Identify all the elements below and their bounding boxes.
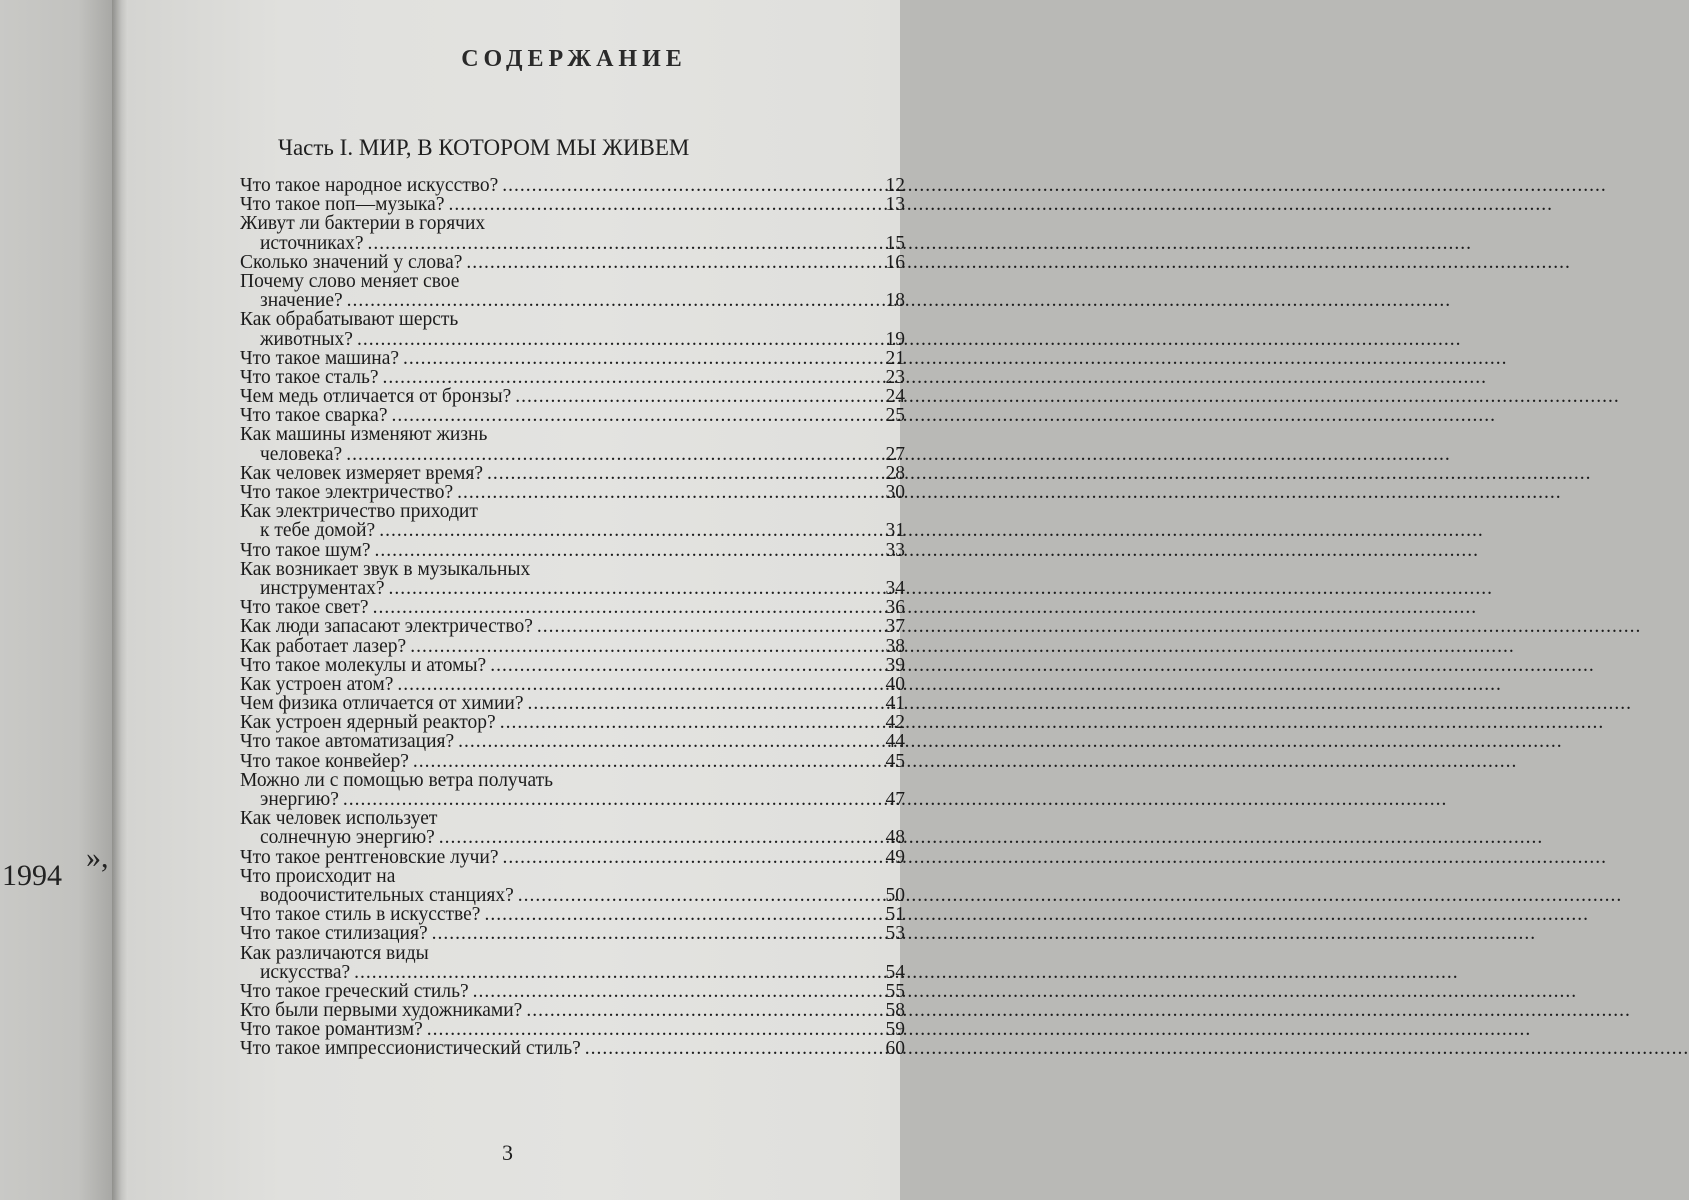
toc-entry xyxy=(240,944,905,982)
toc-entry-line xyxy=(240,234,905,253)
toc-entry-page: 24 xyxy=(885,386,905,408)
toc-entry-title: Что такое шум? xyxy=(240,539,371,561)
toc-leader-dots xyxy=(427,1020,879,1039)
toc-entry-line xyxy=(240,790,905,809)
part-title: Часть I. МИР, В КОТОРОМ МЫ ЖИВЕМ xyxy=(278,135,690,160)
toc-leader-dots xyxy=(448,195,879,214)
toc-entry xyxy=(240,905,905,924)
left-page-fragment: », xyxy=(86,841,109,874)
toc-entry xyxy=(240,310,905,348)
toc-entry-title: Что такое стиль в искусстве? xyxy=(240,904,481,926)
toc-entry-line xyxy=(240,560,905,579)
toc-entry-line xyxy=(240,924,905,943)
toc-entry-title: значение? xyxy=(260,290,343,312)
toc-entry-line xyxy=(240,675,905,694)
toc-entry-title: источниках? xyxy=(260,232,364,254)
toc-entry-line xyxy=(240,195,905,214)
toc-entry xyxy=(240,425,905,463)
toc-entry xyxy=(240,349,905,368)
toc-entry-title: Как люди запасают электричество? xyxy=(240,616,533,638)
toc-leader-dots xyxy=(439,828,879,847)
toc-leader-dots xyxy=(403,349,879,368)
toc-entry xyxy=(240,694,905,713)
toc-entry-page: 15 xyxy=(885,232,905,254)
toc-entry-title: Что такое молекулы и атомы? xyxy=(240,654,487,676)
toc-entry-title: Как человек использует xyxy=(240,808,438,830)
toc-leader-dots xyxy=(346,445,879,464)
toc-entry xyxy=(240,867,905,905)
toc-entry-page: 27 xyxy=(885,443,905,465)
toc-entry-title: животных? xyxy=(260,328,353,350)
toc-entry-line xyxy=(240,176,905,195)
toc-entry-page: 50 xyxy=(885,884,905,906)
toc-entry-title: человека? xyxy=(260,443,343,465)
toc-leader-dots xyxy=(432,924,879,943)
toc-entry-title: Почему слово меняет свое xyxy=(240,270,460,292)
toc-entry-title: Что такое машина? xyxy=(240,347,400,369)
toc-entry-title: искусства? xyxy=(260,961,351,983)
toc-entry-title: Что происходит на xyxy=(240,865,396,887)
toc-entry-title: Чем медь отличается от бронзы? xyxy=(240,386,512,408)
toc-entry xyxy=(240,809,905,847)
toc-entry-page: 48 xyxy=(885,827,905,849)
toc-entry xyxy=(240,387,905,406)
toc-entry xyxy=(240,368,905,387)
toc-entry-title: Что такое импрессионистический стиль? xyxy=(240,1038,581,1060)
page-number: 3 xyxy=(502,1140,513,1165)
toc-entry xyxy=(240,848,905,867)
toc-entry-page: 42 xyxy=(885,712,905,734)
toc-leader-dots xyxy=(374,541,879,560)
toc-entry-title: Что такое сварка? xyxy=(240,405,388,427)
toc-entry xyxy=(240,924,905,943)
toc-entry xyxy=(240,637,905,656)
toc-leader-dots xyxy=(391,406,879,425)
toc-entry-title: Как электричество приходит xyxy=(240,501,478,523)
toc-entry-page: 44 xyxy=(885,731,905,753)
toc-entry xyxy=(240,1039,905,1058)
toc-entry-line xyxy=(240,291,905,310)
toc-entry-title: Как устроен ядерный реактор? xyxy=(240,712,496,734)
toc-entry-line xyxy=(240,1020,905,1039)
toc-entry xyxy=(240,406,905,425)
toc-leader-dots xyxy=(473,982,879,1001)
toc-entry-page: 12 xyxy=(885,175,905,196)
toc-entry-line xyxy=(240,272,905,291)
toc-entry-title: Как различаются виды xyxy=(240,942,429,964)
toc-entry-line xyxy=(240,637,905,656)
toc-entry-page: 47 xyxy=(885,789,905,810)
toc-entry-title: Как машины изменяют жизнь xyxy=(240,424,488,446)
toc-entry-line xyxy=(240,982,905,1001)
toc-entry-title: Что такое греческий стиль? xyxy=(240,980,469,1002)
toc-leader-dots xyxy=(515,387,879,406)
toc-entry-line xyxy=(240,867,905,886)
toc-entry-line xyxy=(240,425,905,444)
toc-entry-line xyxy=(240,752,905,771)
toc-entry-title: Что такое автоматизация? xyxy=(240,731,455,753)
toc-entry xyxy=(240,732,905,751)
toc-leader-dots xyxy=(458,732,879,751)
toc-entry-line xyxy=(240,502,905,521)
toc-entry-line xyxy=(240,579,905,598)
toc-entry-title: Что такое поп—музыка? xyxy=(240,194,445,216)
toc-entry-page: 38 xyxy=(885,635,905,657)
toc-leader-dots xyxy=(457,483,879,502)
toc-leader-dots xyxy=(487,464,879,483)
toc-entry-line xyxy=(240,848,905,867)
toc-leader-dots xyxy=(373,598,879,617)
toc-entry-title: Сколько значений у слова? xyxy=(240,251,463,273)
toc-entry xyxy=(240,214,905,252)
toc-leader-dots xyxy=(490,656,879,675)
toc-entry xyxy=(240,982,905,1001)
toc-entry-title: к тебе домой? xyxy=(260,520,376,542)
toc-leader-dots xyxy=(383,368,880,387)
toc-entry xyxy=(240,752,905,771)
toc-entry-line xyxy=(240,349,905,368)
toc-leader-dots xyxy=(379,521,879,540)
toc-entry xyxy=(240,1001,905,1020)
toc-leader-dots xyxy=(357,330,879,349)
toc-entry xyxy=(240,195,905,214)
toc-entry-title: Что такое сталь? xyxy=(240,366,379,388)
toc-entry-title: Как человек измеряет время? xyxy=(240,462,483,484)
toc-entry-title: Что такое народное искусство? xyxy=(240,175,499,196)
table-of-contents xyxy=(240,176,905,1059)
toc-leader-dots xyxy=(503,848,880,867)
toc-entry xyxy=(240,598,905,617)
toc-entry-line xyxy=(240,944,905,963)
toc-entry xyxy=(240,483,905,502)
toc-entry xyxy=(240,464,905,483)
toc-entry-line xyxy=(240,963,905,982)
toc-leader-dots xyxy=(585,1039,879,1058)
toc-entry-page: 53 xyxy=(885,923,905,945)
left-page-edge xyxy=(0,0,112,1200)
toc-entry-page: 59 xyxy=(885,1019,905,1041)
toc-entry xyxy=(240,771,905,809)
toc-entry-line xyxy=(240,521,905,540)
toc-leader-dots xyxy=(527,694,879,713)
toc-entry xyxy=(240,560,905,598)
toc-entry-line xyxy=(240,214,905,233)
toc-leader-dots xyxy=(347,291,879,310)
toc-entry-line xyxy=(240,694,905,713)
toc-entry-line xyxy=(240,310,905,329)
toc-leader-dots xyxy=(526,1001,879,1020)
toc-entry-line xyxy=(240,656,905,675)
toc-entry-page: 58 xyxy=(885,1000,905,1022)
toc-entry-title: Что такое электричество? xyxy=(240,482,454,503)
toc-entry-title: Что такое конвейер? xyxy=(240,750,409,772)
toc-entry-page: 55 xyxy=(885,980,905,1002)
toc-entry-page: 41 xyxy=(885,693,905,715)
toc-entry-line xyxy=(240,905,905,924)
book-spine xyxy=(112,0,128,1200)
toc-entry-title: Как работает лазер? xyxy=(240,635,407,657)
toc-entry-page: 18 xyxy=(885,290,905,312)
toc-entry-title: Как устроен атом? xyxy=(240,673,394,695)
left-page-fragment: 1994 xyxy=(2,859,62,892)
toc-entry xyxy=(240,617,905,636)
toc-entry-title: Как возникает звук в музыкальных xyxy=(240,558,531,580)
toc-leader-dots xyxy=(410,637,879,656)
toc-entry-title: Что такое рентгеновские лучи? xyxy=(240,846,499,868)
toc-entry-page: 51 xyxy=(885,904,905,926)
toc-entry-page: 30 xyxy=(885,482,905,503)
toc-entry-title: Кто были первыми художниками? xyxy=(240,1000,523,1022)
toc-leader-dots xyxy=(368,234,879,253)
toc-entry-page: 31 xyxy=(885,520,905,542)
toc-entry-line xyxy=(240,809,905,828)
toc-entry-line xyxy=(240,617,905,636)
toc-entry-title: Живут ли бактерии в горячих xyxy=(240,213,486,235)
toc-entry-line xyxy=(240,368,905,387)
toc-entry-title: Что такое свет? xyxy=(240,597,369,619)
toc-entry-page: 60 xyxy=(885,1038,905,1060)
toc-leader-dots xyxy=(537,617,879,636)
toc-entry-line xyxy=(240,445,905,464)
toc-entry-page: 39 xyxy=(885,654,905,676)
toc-leader-dots xyxy=(343,790,879,809)
toc-entry-line xyxy=(240,406,905,425)
toc-entry-line xyxy=(240,541,905,560)
toc-entry-line xyxy=(240,1001,905,1020)
toc-entry-page: 49 xyxy=(885,846,905,868)
toc-entry-page: 54 xyxy=(885,961,905,983)
toc-entry-title: Что такое стилизация? xyxy=(240,923,428,945)
toc-entry xyxy=(240,176,905,195)
toc-entry xyxy=(240,675,905,694)
toc-leader-dots xyxy=(389,579,879,598)
toc-entry-line xyxy=(240,598,905,617)
toc-entry-page: 25 xyxy=(885,405,905,427)
toc-leader-dots xyxy=(466,253,879,272)
toc-entry-line xyxy=(240,1039,905,1058)
toc-entry-line xyxy=(240,713,905,732)
toc-entry-title: солнечную энергию? xyxy=(260,827,435,849)
toc-entry-page: 21 xyxy=(885,347,905,369)
toc-entry-line xyxy=(240,464,905,483)
toc-entry-page: 16 xyxy=(885,251,905,273)
toc-leader-dots xyxy=(502,176,879,195)
toc-entry-page: 13 xyxy=(885,194,905,216)
toc-entry-title: Как обрабатывают шерсть xyxy=(240,309,459,331)
book-page xyxy=(128,0,905,1200)
toc-entry xyxy=(240,272,905,310)
toc-entry-page: 19 xyxy=(885,328,905,350)
toc-entry-page: 23 xyxy=(885,366,905,388)
toc-entry-title: Можно ли с помощью ветра получать xyxy=(240,769,554,791)
toc-entry-page: 36 xyxy=(885,597,905,619)
toc-entry-page: 28 xyxy=(885,462,905,484)
contents-heading: СОДЕРЖАНИЕ xyxy=(461,46,687,72)
toc-entry-line xyxy=(240,732,905,751)
toc-leader-dots xyxy=(500,713,879,732)
toc-entry-line xyxy=(240,387,905,406)
toc-leader-dots xyxy=(413,752,879,771)
toc-entry-line xyxy=(240,253,905,272)
toc-entry xyxy=(240,253,905,272)
toc-entry-page: 45 xyxy=(885,750,905,772)
toc-entry-title: водоочистительных станциях? xyxy=(260,884,514,906)
toc-entry-page: 40 xyxy=(885,673,905,695)
toc-entry-line xyxy=(240,330,905,349)
toc-entry xyxy=(240,1020,905,1039)
toc-leader-dots xyxy=(354,963,879,982)
toc-entry xyxy=(240,656,905,675)
toc-entry-page: 34 xyxy=(885,577,905,599)
toc-entry-page: 33 xyxy=(885,539,905,561)
toc-entry-title: Чем физика отличается от химии? xyxy=(240,693,524,715)
toc-entry xyxy=(240,502,905,540)
toc-leader-dots xyxy=(397,675,879,694)
toc-entry-page: 37 xyxy=(885,616,905,638)
toc-leader-dots xyxy=(484,905,879,924)
toc-entry xyxy=(240,541,905,560)
toc-entry-line xyxy=(240,483,905,502)
toc-entry-title: энергию? xyxy=(260,789,339,810)
toc-entry-line xyxy=(240,771,905,790)
toc-entry-line xyxy=(240,828,905,847)
toc-entry-title: Что такое романтизм? xyxy=(240,1019,423,1041)
toc-entry xyxy=(240,713,905,732)
toc-leader-dots xyxy=(518,886,879,905)
toc-entry-line xyxy=(240,886,905,905)
toc-entry-title: инструментах? xyxy=(260,577,385,599)
